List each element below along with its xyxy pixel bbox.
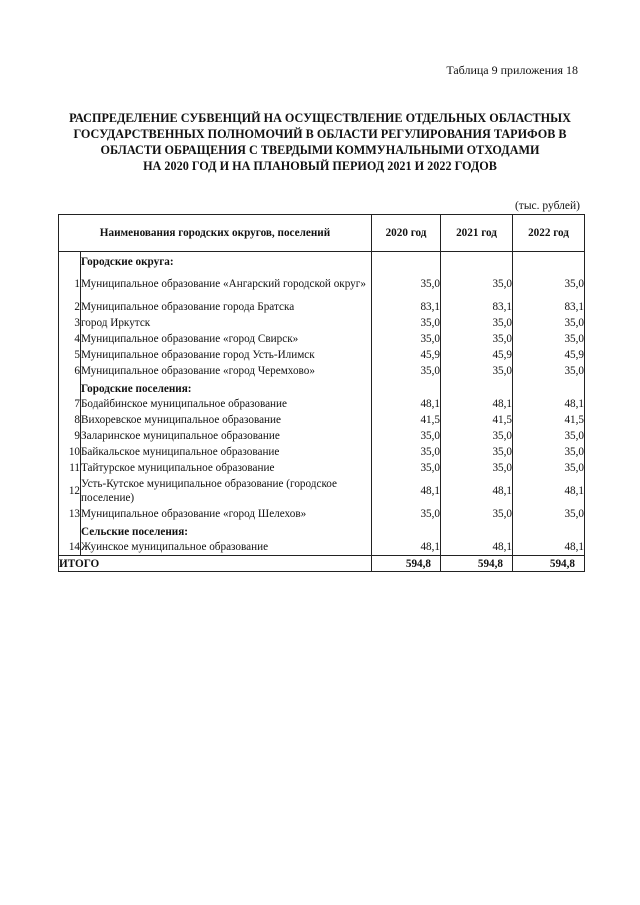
value-2020: 35,0 bbox=[372, 269, 441, 299]
row-name: Муниципальное образование город Усть-Илимск bbox=[81, 347, 372, 363]
header-name: Наименования городских округов, поселений bbox=[59, 215, 372, 252]
row-name: Бодайбинское муниципальное образование bbox=[81, 396, 372, 412]
table-row bbox=[59, 444, 585, 460]
total-2020: 594,8 bbox=[372, 556, 441, 572]
value-2021: 35,0 bbox=[441, 363, 513, 379]
row-name: Муниципальное образование «город Черемхово» bbox=[81, 363, 372, 379]
header-2021: 2021 год bbox=[441, 215, 513, 252]
table-row bbox=[59, 476, 585, 506]
row-number: 9 bbox=[59, 428, 81, 444]
value-2021: 35,0 bbox=[441, 444, 513, 460]
value-2020: 35,0 bbox=[372, 444, 441, 460]
table-row bbox=[59, 315, 585, 331]
table-row bbox=[59, 331, 585, 347]
table-row bbox=[59, 539, 585, 556]
row-name: Вихоревское муниципальное образование bbox=[81, 412, 372, 428]
row-name: Муниципальное образование «Ангарский городской округ» bbox=[81, 269, 372, 299]
value-2020: 45,9 bbox=[372, 347, 441, 363]
row-number: 10 bbox=[59, 444, 81, 460]
value-2021: 35,0 bbox=[441, 331, 513, 347]
value-2022: 35,0 bbox=[513, 444, 585, 460]
title-line: РАСПРЕДЕЛЕНИЕ СУБВЕНЦИЙ НА ОСУЩЕСТВЛЕНИЕ ОТДЕЛЬНЫХ ОБЛАСТНЫХ bbox=[69, 111, 571, 125]
title-line: ОБЛАСТИ ОБРАЩЕНИЯ С ТВЕРДЫМИ КОММУНАЛЬНЫМИ ОТХОДАМИ bbox=[100, 143, 540, 157]
subsidy-table bbox=[58, 214, 585, 572]
row-number: 3 bbox=[59, 315, 81, 331]
row-number: 14 bbox=[59, 539, 81, 556]
value-2021: 48,1 bbox=[441, 396, 513, 412]
value-2020: 35,0 bbox=[372, 363, 441, 379]
value-2021: 35,0 bbox=[441, 428, 513, 444]
value-2021: 35,0 bbox=[441, 460, 513, 476]
row-number: 5 bbox=[59, 347, 81, 363]
total-2021: 594,8 bbox=[441, 556, 513, 572]
value-2020: 48,1 bbox=[372, 539, 441, 556]
section-row bbox=[59, 522, 585, 539]
header-row bbox=[59, 215, 585, 252]
value-2022: 48,1 bbox=[513, 539, 585, 556]
row-name: Муниципальное образование «город Шелехов» bbox=[81, 506, 372, 522]
title-line: ГОСУДАРСТВЕННЫХ ПОЛНОМОЧИЙ В ОБЛАСТИ РЕГУЛИРОВАНИЯ ТАРИФОВ В bbox=[73, 127, 567, 141]
table-row bbox=[59, 347, 585, 363]
row-number: 4 bbox=[59, 331, 81, 347]
document-title bbox=[40, 110, 600, 174]
value-2021: 35,0 bbox=[441, 315, 513, 331]
table-row bbox=[59, 299, 585, 315]
value-2022: 45,9 bbox=[513, 347, 585, 363]
value-2021: 41,5 bbox=[441, 412, 513, 428]
row-name: Усть-Кутское муниципальное образование (городское поселение) bbox=[81, 476, 372, 506]
value-2020: 35,0 bbox=[372, 428, 441, 444]
table-row bbox=[59, 363, 585, 379]
value-2020: 35,0 bbox=[372, 506, 441, 522]
row-name: Муниципальное образование «город Свирск» bbox=[81, 331, 372, 347]
value-2021: 48,1 bbox=[441, 539, 513, 556]
value-2022: 35,0 bbox=[513, 506, 585, 522]
value-2022: 48,1 bbox=[513, 396, 585, 412]
section-row bbox=[59, 252, 585, 270]
row-name: город Иркутск bbox=[81, 315, 372, 331]
table-row bbox=[59, 269, 585, 299]
row-number: 12 bbox=[59, 476, 81, 506]
value-2020: 35,0 bbox=[372, 460, 441, 476]
row-number: 11 bbox=[59, 460, 81, 476]
total-row bbox=[59, 556, 585, 572]
value-2020: 83,1 bbox=[372, 299, 441, 315]
value-2022: 35,0 bbox=[513, 460, 585, 476]
value-2022: 35,0 bbox=[513, 428, 585, 444]
row-name: Заларинское муниципальное образование bbox=[81, 428, 372, 444]
value-2021: 48,1 bbox=[441, 476, 513, 506]
row-number: 13 bbox=[59, 506, 81, 522]
value-2022: 35,0 bbox=[513, 363, 585, 379]
value-2022: 35,0 bbox=[513, 315, 585, 331]
value-2020: 41,5 bbox=[372, 412, 441, 428]
total-2022: 594,8 bbox=[513, 556, 585, 572]
value-2021: 83,1 bbox=[441, 299, 513, 315]
row-name: Муниципальное образование города Братска bbox=[81, 299, 372, 315]
table-row bbox=[59, 428, 585, 444]
title-line: НА 2020 ГОД И НА ПЛАНОВЫЙ ПЕРИОД 2021 И 2022 ГОДОВ bbox=[143, 159, 497, 173]
units-label: (тыс. рублей) bbox=[514, 200, 580, 212]
row-number: 7 bbox=[59, 396, 81, 412]
row-name: Байкальское муниципальное образование bbox=[81, 444, 372, 460]
section-title: Сельские поселения: bbox=[81, 522, 372, 539]
value-2021: 45,9 bbox=[441, 347, 513, 363]
row-number: 8 bbox=[59, 412, 81, 428]
row-name: Тайтурское муниципальное образование bbox=[81, 460, 372, 476]
value-2020: 35,0 bbox=[372, 315, 441, 331]
row-number: 2 bbox=[59, 299, 81, 315]
value-2021: 35,0 bbox=[441, 269, 513, 299]
section-title: Городские округа: bbox=[81, 252, 372, 270]
table-row bbox=[59, 396, 585, 412]
value-2020: 35,0 bbox=[372, 331, 441, 347]
value-2022: 83,1 bbox=[513, 299, 585, 315]
table-row bbox=[59, 506, 585, 522]
header-2020: 2020 год bbox=[372, 215, 441, 252]
value-2022: 48,1 bbox=[513, 476, 585, 506]
value-2022: 41,5 bbox=[513, 412, 585, 428]
total-label: ИТОГО bbox=[59, 556, 372, 572]
row-number: 1 bbox=[59, 269, 81, 299]
row-name: Жуинское муниципальное образование bbox=[81, 539, 372, 556]
table-caption: Таблица 9 приложения 18 bbox=[446, 63, 578, 77]
table-row bbox=[59, 460, 585, 476]
section-row bbox=[59, 379, 585, 396]
section-title: Городские поселения: bbox=[81, 379, 372, 396]
table-row bbox=[59, 412, 585, 428]
value-2020: 48,1 bbox=[372, 396, 441, 412]
value-2021: 35,0 bbox=[441, 506, 513, 522]
row-number: 6 bbox=[59, 363, 81, 379]
value-2022: 35,0 bbox=[513, 269, 585, 299]
value-2022: 35,0 bbox=[513, 331, 585, 347]
value-2020: 48,1 bbox=[372, 476, 441, 506]
header-2022: 2022 год bbox=[513, 215, 585, 252]
